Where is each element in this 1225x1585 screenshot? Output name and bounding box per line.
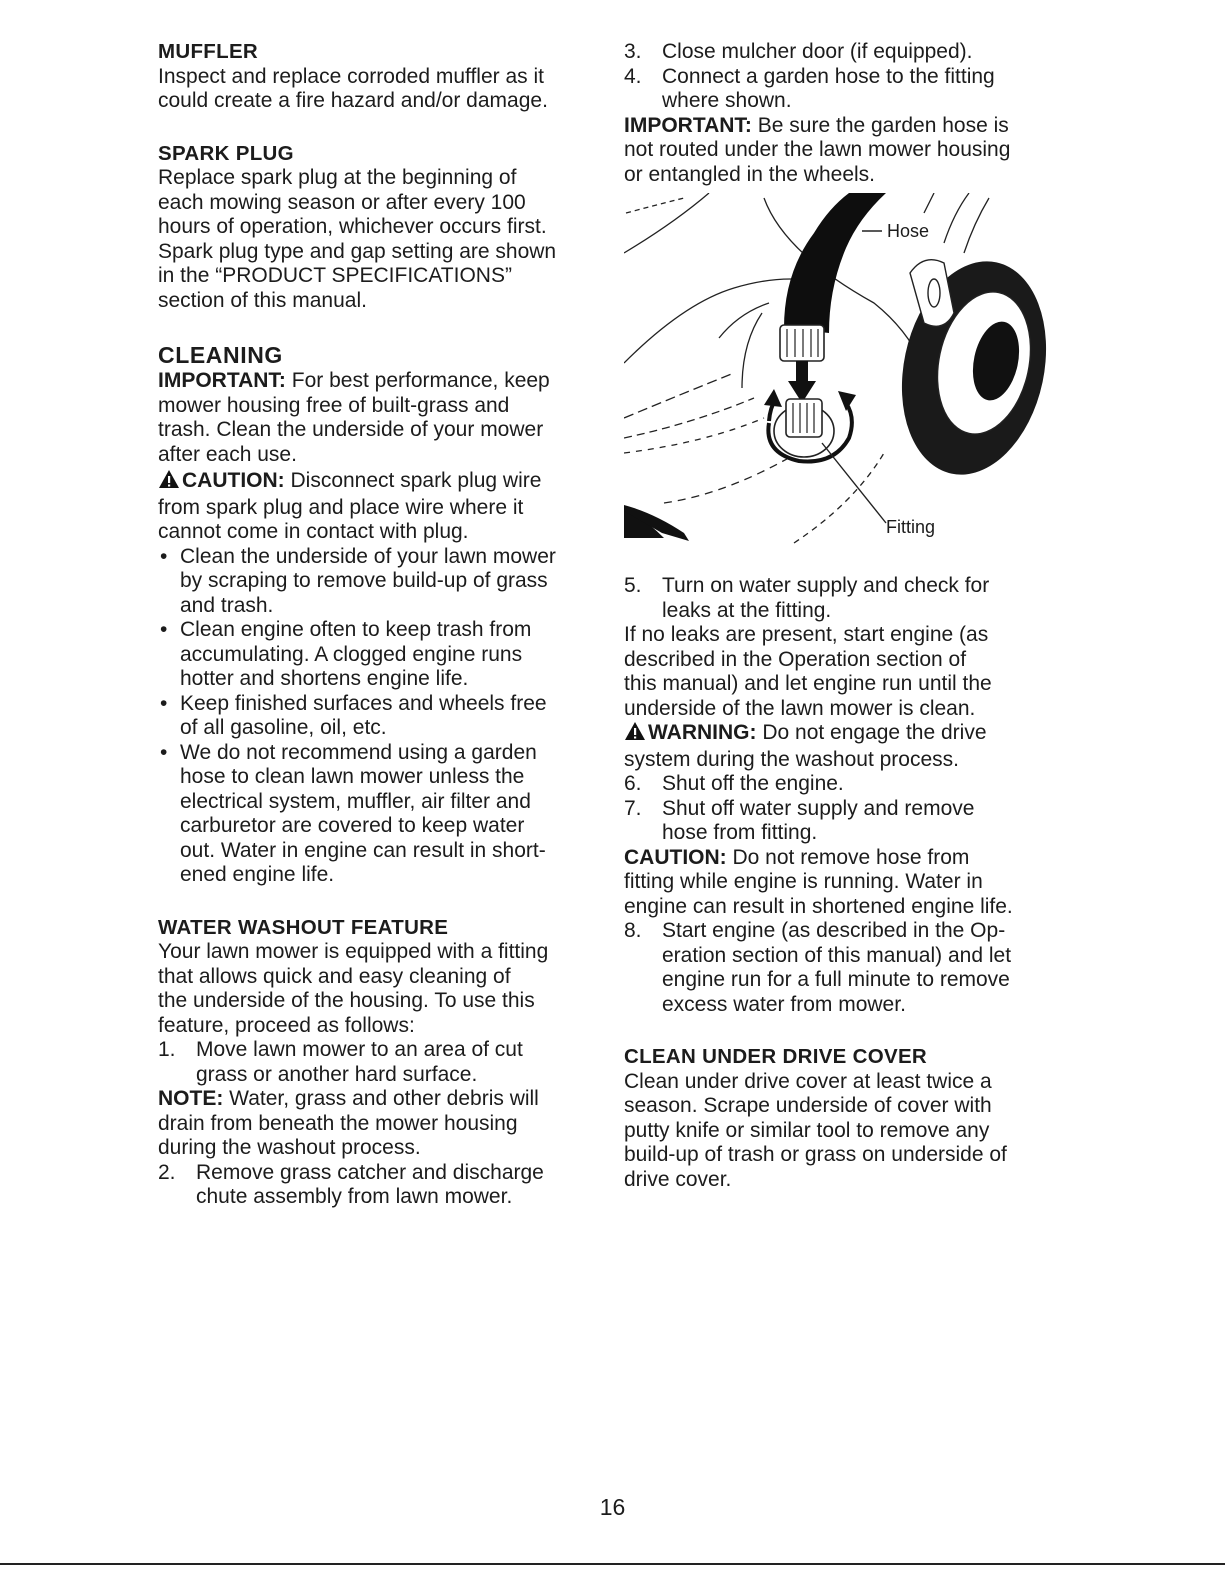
important-label: IMPORTANT: bbox=[158, 369, 286, 392]
warning-triangle-icon bbox=[624, 721, 646, 748]
step-line: excess water from mower. bbox=[662, 992, 906, 1016]
washout-intro-line: feature, proceed as follows: bbox=[158, 1013, 415, 1037]
step-line: Move lawn mower to an area of cut bbox=[196, 1038, 523, 1061]
washout-section bbox=[158, 916, 598, 1210]
spark-plug-line: hours of operation, whichever occurs first. bbox=[158, 215, 547, 238]
caution-line: fitting while engine is running. Water in bbox=[624, 870, 983, 893]
spark-plug-heading: SPARK PLUG bbox=[158, 141, 294, 165]
step-4 bbox=[624, 65, 1064, 114]
step-8 bbox=[624, 919, 1064, 1017]
caution-label: CAUTION: bbox=[182, 469, 285, 492]
list-item bbox=[158, 741, 598, 888]
bullet-line: Clean the underside of your lawn mower bbox=[180, 544, 556, 568]
cleaning-important bbox=[158, 369, 598, 394]
step-number: 1. bbox=[158, 1038, 176, 1061]
left-column bbox=[158, 40, 598, 1210]
bullet-line: accumulating. A clogged engine runs bbox=[180, 642, 523, 666]
step-number: 5. bbox=[624, 574, 642, 597]
warning-triangle-icon bbox=[158, 469, 180, 496]
step-line: Connect a garden hose to the fitting bbox=[662, 64, 995, 88]
hose-label: Hose bbox=[887, 221, 930, 241]
note-line: drain from beneath the mower housing bbox=[158, 1111, 518, 1135]
cleaning-important-line: trash. Clean the underside of your mower bbox=[158, 418, 544, 441]
step-line: leaks at the fitting. bbox=[662, 598, 832, 622]
washout-heading: WATER WASHOUT FEATURE bbox=[158, 915, 449, 939]
important-line: not routed under the lawn mower housing bbox=[624, 138, 1011, 161]
warning-label: WARNING: bbox=[648, 721, 757, 744]
drive-cover-line: drive cover. bbox=[624, 1167, 732, 1191]
list-item bbox=[158, 692, 598, 741]
bullet-line: carburetor are covered to keep water bbox=[180, 814, 525, 837]
step-line: chute assembly from lawn mower. bbox=[196, 1185, 513, 1208]
warning-note bbox=[624, 721, 1064, 748]
step-line: eration section of this manual) and let bbox=[662, 943, 1012, 967]
drive-cover-line: putty knife or similar tool to remove any bbox=[624, 1118, 990, 1142]
step-number: 2. bbox=[158, 1160, 176, 1184]
step-7 bbox=[624, 797, 1064, 846]
important-text: For best performance, keep bbox=[285, 369, 550, 392]
hose-fitting-illustration bbox=[624, 193, 1054, 568]
step-2 bbox=[158, 1161, 598, 1210]
step-line: Close mulcher door (if equipped). bbox=[662, 40, 973, 63]
cleaning-important-line: mower housing free of built-grass and bbox=[158, 393, 510, 417]
cleaning-caution-line: from spark plug and place wire where it bbox=[158, 495, 524, 519]
spark-plug-line: each mowing season or after every 100 bbox=[158, 190, 526, 214]
bottom-rule bbox=[0, 1563, 1225, 1565]
note-line: during the washout process. bbox=[158, 1136, 421, 1159]
list-item bbox=[158, 545, 598, 619]
step-6 bbox=[624, 772, 1064, 797]
caution-label: CAUTION: bbox=[624, 845, 727, 869]
bullet-line: and trash. bbox=[180, 593, 274, 617]
bullet-icon: • bbox=[160, 691, 168, 715]
warning-text: Do not engage the drive bbox=[756, 721, 987, 744]
washout-intro-line: that allows quick and easy cleaning of bbox=[158, 964, 511, 988]
step-line: grass or another hard surface. bbox=[196, 1062, 478, 1086]
mower-diagram bbox=[624, 193, 1054, 568]
bullet-line: by scraping to remove build-up of grass bbox=[180, 569, 548, 592]
cleaning-heading: CLEANING bbox=[158, 342, 283, 368]
muffler-section bbox=[158, 40, 598, 114]
spark-plug-line: section of this manual. bbox=[158, 288, 367, 312]
paragraph-line: If no leaks are present, start engine (as bbox=[624, 623, 989, 646]
spark-plug-section bbox=[158, 142, 598, 314]
step-5 bbox=[624, 574, 1064, 623]
bullet-line: out. Water in engine can result in short- bbox=[180, 838, 546, 862]
bullet-line: of all gasoline, oil, etc. bbox=[180, 716, 387, 739]
drive-cover-line: Clean under drive cover at least twice a bbox=[624, 1069, 992, 1093]
muffler-line: could create a fire hazard and/or damage. bbox=[158, 89, 548, 112]
caution-note bbox=[624, 846, 1064, 871]
drive-cover-line: build-up of trash or grass on underside of bbox=[624, 1143, 1007, 1166]
spark-plug-line: Replace spark plug at the beginning of bbox=[158, 166, 517, 189]
bullet-icon: • bbox=[160, 544, 168, 568]
step-line: hose from fitting. bbox=[662, 821, 818, 844]
fitting-label: Fitting bbox=[886, 517, 936, 537]
bullet-line: Keep finished surfaces and wheels free bbox=[180, 691, 547, 715]
drive-cover-section bbox=[624, 1045, 1064, 1192]
step-number: 3. bbox=[624, 40, 642, 63]
spark-plug-line: in the “PRODUCT SPECIFICATIONS” bbox=[158, 264, 512, 287]
spark-plug-line: Spark plug type and gap setting are shown bbox=[158, 239, 557, 263]
list-item bbox=[158, 618, 598, 692]
warning-line: system during the washout process. bbox=[624, 747, 959, 771]
bullet-line: electrical system, muffler, air filter and bbox=[180, 789, 531, 813]
cleaning-caution bbox=[158, 469, 598, 496]
washout-intro-line: Your lawn mower is equipped with a fitting bbox=[158, 940, 549, 963]
page-number: 16 bbox=[599, 1494, 626, 1520]
bullet-line: ened engine life. bbox=[180, 863, 335, 886]
important-text: Be sure the garden hose is bbox=[751, 113, 1009, 137]
drive-cover-line: season. Scrape underside of cover with bbox=[624, 1094, 992, 1117]
right-column bbox=[624, 40, 1064, 1192]
bullet-line: hose to clean lawn mower unless the bbox=[180, 765, 525, 788]
bullet-line: hotter and shortens engine life. bbox=[180, 667, 469, 690]
important-note bbox=[624, 114, 1064, 139]
muffler-heading: MUFFLER bbox=[158, 40, 259, 63]
bullet-icon: • bbox=[160, 618, 168, 641]
note-text: Water, grass and other debris will bbox=[223, 1087, 539, 1110]
bullet-line: We do not recommend using a garden bbox=[180, 740, 537, 764]
note-label: NOTE: bbox=[158, 1087, 224, 1110]
cleaning-important-line: after each use. bbox=[158, 442, 297, 466]
step-number: 8. bbox=[624, 919, 642, 942]
step-number: 6. bbox=[624, 772, 642, 795]
step-1 bbox=[158, 1038, 598, 1087]
caution-text: Disconnect spark plug wire bbox=[284, 469, 542, 492]
step-line: Turn on water supply and check for bbox=[662, 574, 990, 597]
note bbox=[158, 1087, 598, 1112]
step-line: Remove grass catcher and discharge bbox=[196, 1160, 544, 1184]
caution-line: engine can result in shortened engine life. bbox=[624, 894, 1013, 918]
step-line: where shown. bbox=[662, 89, 792, 112]
bullet-icon: • bbox=[160, 740, 168, 764]
paragraph-line: this manual) and let engine run until the bbox=[624, 672, 992, 695]
important-line: or entangled in the wheels. bbox=[624, 162, 876, 186]
washout-intro-line: the underside of the housing. To use this bbox=[158, 989, 535, 1012]
paragraph-line: underside of the lawn mower is clean. bbox=[624, 696, 976, 720]
step-line: Shut off the engine. bbox=[662, 772, 844, 795]
paragraph-line: described in the Operation section of bbox=[624, 647, 967, 671]
step-number: 7. bbox=[624, 796, 642, 820]
step-number: 4. bbox=[624, 64, 642, 88]
step-line: Shut off water supply and remove bbox=[662, 796, 975, 820]
muffler-line: Inspect and replace corroded muffler as it bbox=[158, 64, 544, 88]
drive-cover-heading: CLEAN UNDER DRIVE COVER bbox=[624, 1045, 928, 1068]
bullet-line: Clean engine often to keep trash from bbox=[180, 618, 532, 641]
step-line: Start engine (as described in the Op- bbox=[662, 919, 1006, 942]
cleaning-caution-line: cannot come in contact with plug. bbox=[158, 520, 469, 543]
step-line: engine run for a full minute to remove bbox=[662, 968, 1010, 991]
step-3 bbox=[624, 40, 1064, 65]
important-label: IMPORTANT: bbox=[624, 113, 752, 137]
cleaning-section bbox=[158, 341, 598, 888]
caution-text: Do not remove hose from bbox=[726, 845, 970, 869]
